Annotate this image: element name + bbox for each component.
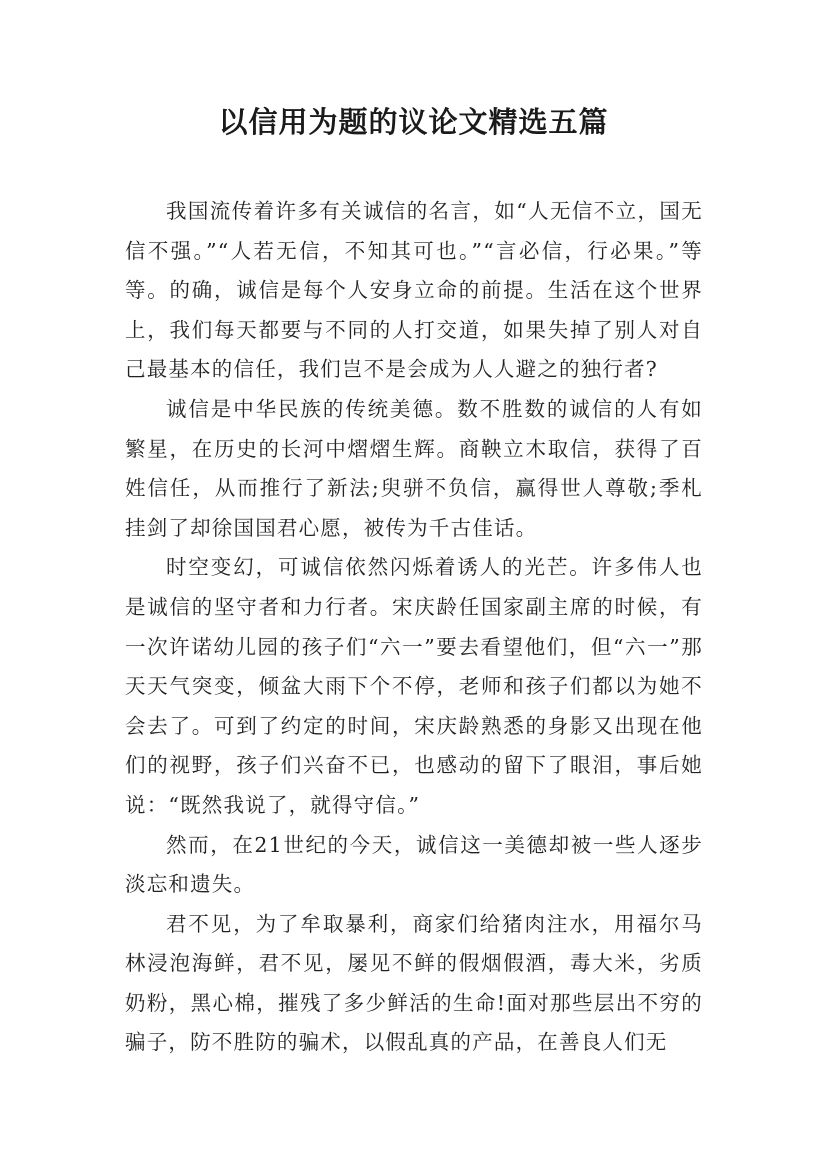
paragraph-3: 时空变幻，可诚信依然闪烁着诱人的光芒。许多伟人也是诚信的坚守者和力行者。宋庆龄任国家副主席的时候，有一次许诺幼儿园的孩子们“六一”要去看望他们，但“六一”那天天气突变，倾盆大雨下个不停，老师和孩子们都以为她不会去了。可到了约定的时间，宋庆龄熟悉的身影又出现在他们的视野，孩子们兴奋不已，也感动的留下了眼泪，事后她说：“既然我说了，就得守信。”	[125, 555, 703, 817]
paragraph-1: 我国流传着许多有关诚信的名言，如“人无信不立，国无信不强。”“人若无信，不知其可也。”“言必信，行必果。”等等。的确，诚信是每个人安身立命的前提。生活在这个世界上，我们每天都要与不同的人打交道，如果失掉了别人对自己最基本的信任，我们岂不是会成为人人避之的独行者?	[125, 199, 703, 382]
paragraph-4: 然而，在21世纪的今天，诚信这一美德却被一些人逐步淡忘和遗失。	[125, 832, 703, 897]
document-title: 以信用为题的议论文精选五篇	[218, 105, 609, 139]
paragraph-2: 诚信是中华民族的传统美德。数不胜数的诚信的人有如繁星，在历史的长河中熠熠生辉。商鞅立木取信，获得了百姓信任，从而推行了新法;臾骈不负信，赢得世人尊敬;季札挂剑了却徐国国君心愿，被传为千古佳话。	[125, 396, 703, 540]
document-body	[125, 192, 703, 1063]
paragraph-5: 君不见，为了牟取暴利，商家们给猪肉注水，用福尔马林浸泡海鲜，君不见，屡见不鲜的假烟假酒，毒大米，劣质奶粉，黑心棉，摧残了多少鲜活的生命!面对那些层出不穷的骗子，防不胜防的骗术，以假乱真的产品，在善良人们无	[125, 911, 703, 1055]
